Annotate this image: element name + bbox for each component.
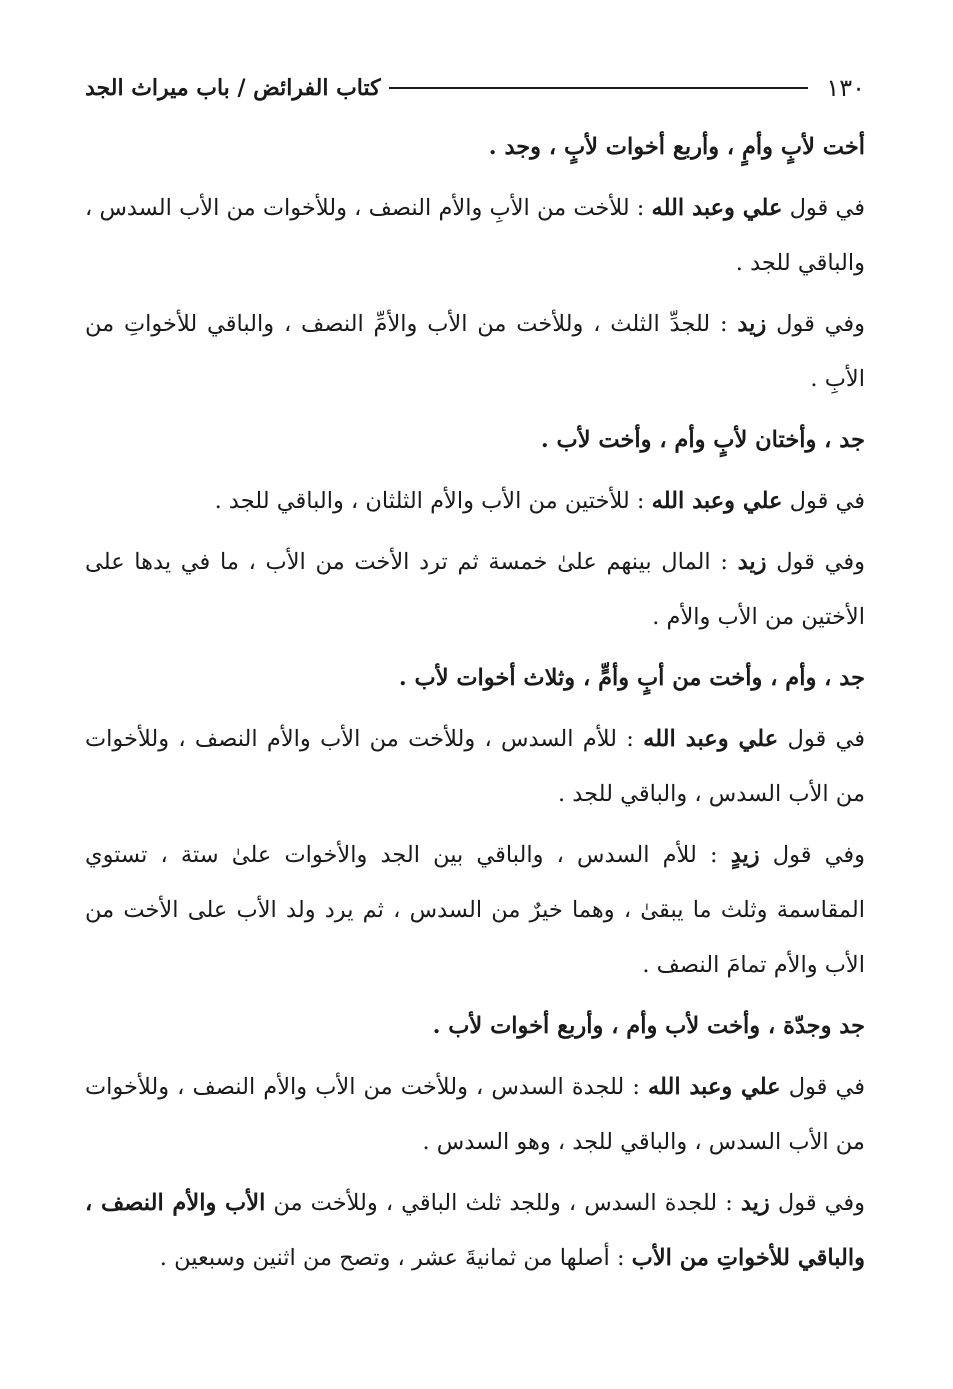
question-3: جد ، وأم ، وأخت من أبٍ وأمٍّ ، وثلاث أخوات لأب .: [398, 665, 865, 691]
authority-name: زيد: [737, 311, 767, 337]
answer-text: : للأم السدس ، وللأخت من الأب والأم النصف ، وللأخوات من الأب السدس ، والباقي للجد .: [85, 726, 865, 807]
question-4: جد وجدّة ، وأخت لأب وأم ، وأربع أخوات لأب .: [432, 1013, 865, 1039]
answer-text: : للجدة السدس ، وللجد ثلث الباقي ، وللأخت من: [265, 1190, 741, 1216]
authority-name: علي وعبد الله: [651, 195, 783, 221]
authority-name: علي وعبد الله: [647, 1074, 781, 1100]
authority-name: علي وعبد الله: [643, 726, 779, 752]
answer-text: وفي قول: [769, 1190, 866, 1216]
answer-3a: [85, 712, 865, 822]
answer-text: : للأختين من الأب والأم الثلثان ، والباقي للجد .: [214, 488, 652, 514]
question-2: جد ، وأختان لأبٍ وأم ، وأخت لأب .: [540, 427, 865, 453]
answer-4a: [85, 1060, 865, 1170]
answer-text: في قول: [782, 195, 865, 221]
answer-text: : للجدة السدس ، وللأخت من الأب والأم النصف ، وللأخوات من الأب السدس ، والباقي للجد ، وهو السدس .: [85, 1074, 865, 1155]
answer-1b: [85, 297, 865, 407]
running-title: كتاب الفرائض / باب ميراث الجد: [85, 75, 381, 101]
answer-2b: [85, 535, 865, 645]
answer-text: : للأخت من الأبِ والأم النصف ، وللأخوات من الأب السدس ، والباقي للجد .: [85, 195, 865, 276]
answer-text: : للأم السدس ، والباقي بين الجد والأخوات علىٰ ستة ، تستوي المقاسمة وثلث ما يبقىٰ ، وهما خيرٌ من السدس ، ثم يرد ولد الأب على الأخت من الأب والأم تمامَ النصف .: [85, 842, 865, 978]
answer-text: : للجدِّ الثلث ، وللأخت من الأب والأمِّ النصف ، والباقي للأخواتِ من الأبِ .: [85, 311, 865, 392]
authority-name: علي وعبد الله: [651, 488, 783, 514]
answer-4b: [85, 1176, 865, 1286]
answer-2a: [85, 474, 865, 529]
answer-text: : المال بينهم علىٰ خمسة ثم ترد الأخت من الأب ، ما في يدها على الأختين من الأب والأم .: [85, 549, 865, 630]
answer-3b: [85, 828, 865, 993]
answer-1a: [85, 181, 865, 291]
page-number: ١٣٠: [826, 74, 865, 102]
answer-text: وفي قول: [766, 549, 865, 575]
authority-name: زيد: [737, 549, 767, 575]
page-header: [85, 70, 865, 106]
authority-name: زيد: [740, 1190, 770, 1216]
answer-text: في قول: [780, 1074, 865, 1100]
answer-text: وفي قول: [759, 842, 866, 868]
emphasized-text: الأب والأم النصف ، والباقي للأخواتِ من الأب: [85, 1190, 865, 1271]
page-body: [85, 120, 865, 1292]
question-1: أخت لأبٍ وأمٍ ، وأربع أخوات لأبٍ ، وجد .: [488, 134, 865, 160]
authority-name: زيدٍ: [730, 842, 760, 868]
answer-text: في قول: [782, 488, 865, 514]
answer-text: في قول: [778, 726, 865, 752]
answer-text: : أصلها من ثمانيةَ عشر ، وتصح من اثنين وسبعين .: [159, 1245, 632, 1271]
answer-text: وفي قول: [766, 311, 866, 337]
header-rule: [389, 87, 809, 89]
